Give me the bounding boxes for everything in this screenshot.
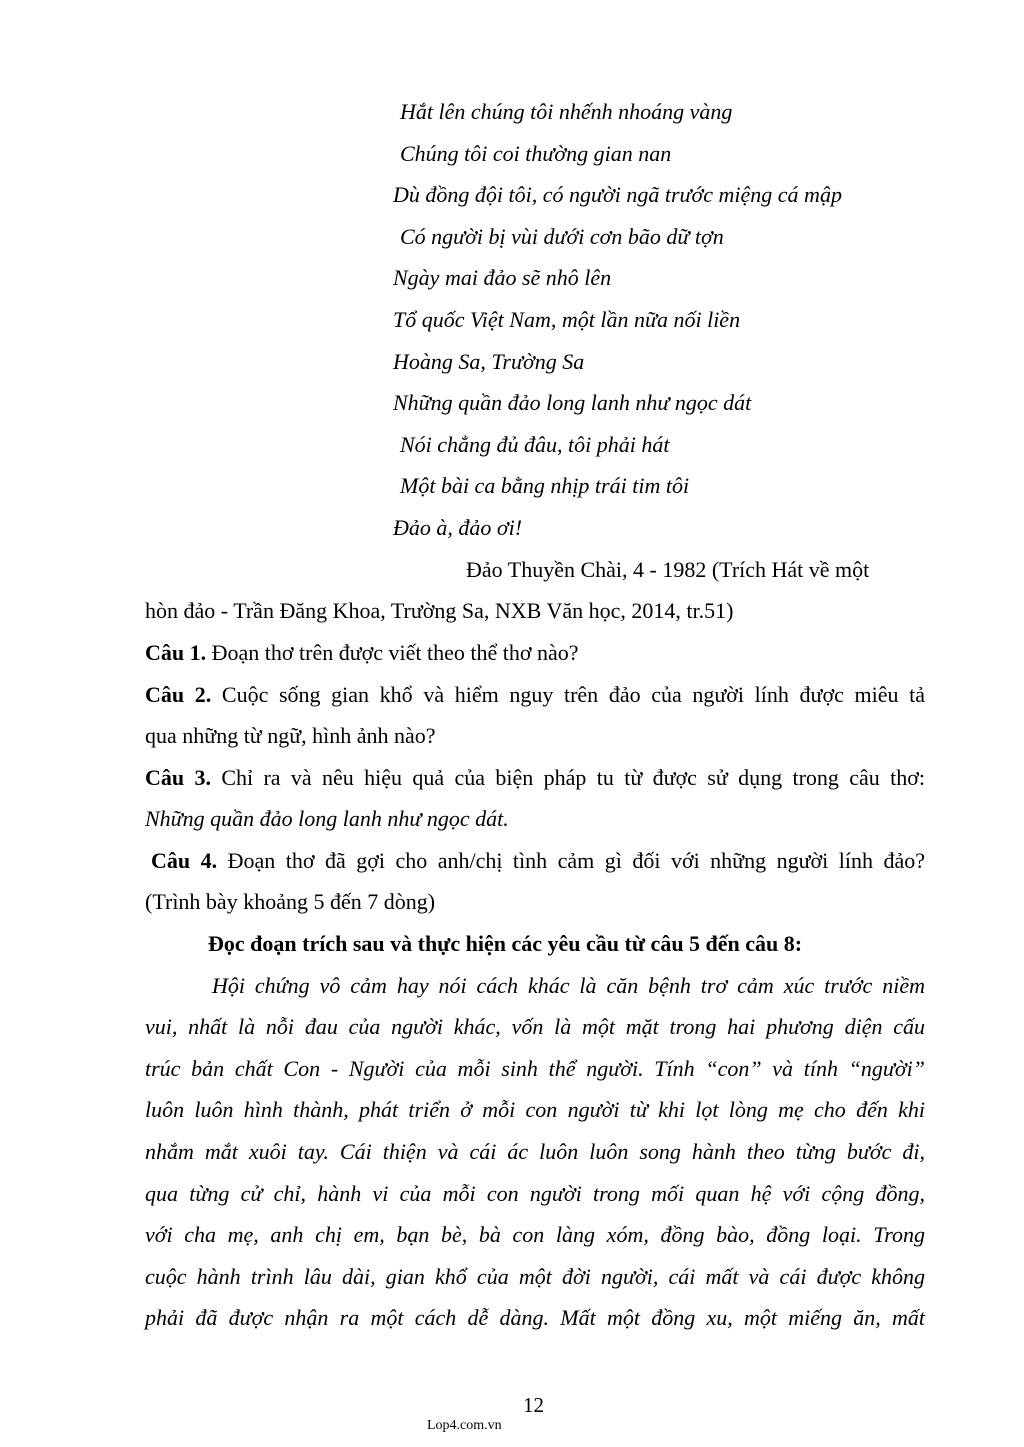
poem-line: Một bài ca bằng nhịp trái tim tôi <box>400 473 690 498</box>
poem-line: Chúng tôi coi thường gian nan <box>400 141 672 166</box>
question-3 <box>145 767 925 789</box>
question-label: Câu 1. <box>145 640 207 665</box>
poem-line: Nói chẳng đủ đâu, tôi phải hát <box>400 432 670 457</box>
question-label: Câu 2. <box>145 682 212 707</box>
question-1 <box>145 642 579 664</box>
question-label: Câu 4. <box>151 848 218 873</box>
passage-line: luôn luôn hình thành, phát triển ở mỗi con người từ khi lọt lòng mẹ cho đến khi <box>145 1097 925 1122</box>
question-text: Đoạn thơ đã gợi cho anh/chị tình cảm gì đối với những người lính đảo? <box>217 848 925 873</box>
question-text: Cuộc sống gian khổ và hiểm nguy trên đảo của người lính được miêu tả <box>211 682 925 707</box>
poem-line: Tổ quốc Việt Nam, một lần nữa nối liền <box>393 307 741 332</box>
poem-line: Đảo à, đảo ơi! <box>393 515 523 540</box>
poem-source: Đảo Thuyền Chài, 4 - 1982 (Trích Hát về một <box>466 557 870 582</box>
quoted-verse: Những quần đảo long lanh như ngọc dát. <box>145 806 509 831</box>
footer-watermark: Lop4.com.vn <box>427 1418 502 1433</box>
poem-line: Hắt lên chúng tôi nhếnh nhoáng vàng <box>400 99 733 124</box>
poem-line: Những quần đảo long lanh như ngọc dát <box>393 390 752 415</box>
poem-line: Dù đồng đội tôi, có người ngã trước miệng cá mập <box>393 182 842 207</box>
question-text-cont: (Trình bày khoảng 5 đến 7 dòng) <box>145 889 436 914</box>
passage-line: phải đã được nhận ra một cách dễ dàng. Mất một đồng xu, một miếng ăn, mất <box>145 1305 925 1330</box>
passage-line: Hội chứng vô cảm hay nói cách khác là căn bệnh trơ cảm xúc trước niềm <box>212 973 925 998</box>
question-4 <box>151 850 925 872</box>
passage-line: trúc bản chất Con - Người của mỗi sinh thể người. Tính “con” và tính “người” <box>145 1056 925 1081</box>
passage-line: vui, nhất là nỗi đau của người khác, vốn là một mặt trong hai phương diện cấu <box>145 1014 925 1039</box>
passage-line: cuộc hành trình lâu dài, gian khổ của một đời người, cái mất và cái được không <box>145 1264 925 1289</box>
question-text-cont: qua những từ ngữ, hình ảnh nào? <box>145 723 436 748</box>
section-heading: Đọc đoạn trích sau và thực hiện các yêu cầu từ câu 5 đến câu 8: <box>208 931 803 956</box>
question-text: Chỉ ra và nêu hiệu quả của biện pháp tu từ được sử dụng trong câu thơ: <box>210 765 925 790</box>
passage-line: với cha mẹ, anh chị em, bạn bè, bà con làng xóm, đồng bào, đồng loại. Trong <box>145 1222 925 1247</box>
question-2 <box>145 684 925 706</box>
question-text: Đoạn thơ trên được viết theo thể thơ nào? <box>206 640 579 665</box>
passage-line: nhắm mắt xuôi tay. Cái thiện và cái ác luôn luôn song hành theo từng bước đi, <box>145 1139 925 1164</box>
poem-line: Hoàng Sa, Trường Sa <box>393 349 585 374</box>
poem-source-cont: hòn đảo - Trần Đăng Khoa, Trường Sa, NXB Văn học, 2014, tr.51) <box>145 598 734 623</box>
page-number: 12 <box>523 1393 544 1417</box>
question-label: Câu 3. <box>145 765 211 790</box>
poem-line: Ngày mai đảo sẽ nhô lên <box>393 265 612 290</box>
poem-line: Có người bị vùi dưới cơn bão dữ tợn <box>400 224 724 249</box>
passage-line: qua từng cử chỉ, hành vi của mỗi con người trong mối quan hệ với cộng đồng, <box>145 1181 925 1206</box>
